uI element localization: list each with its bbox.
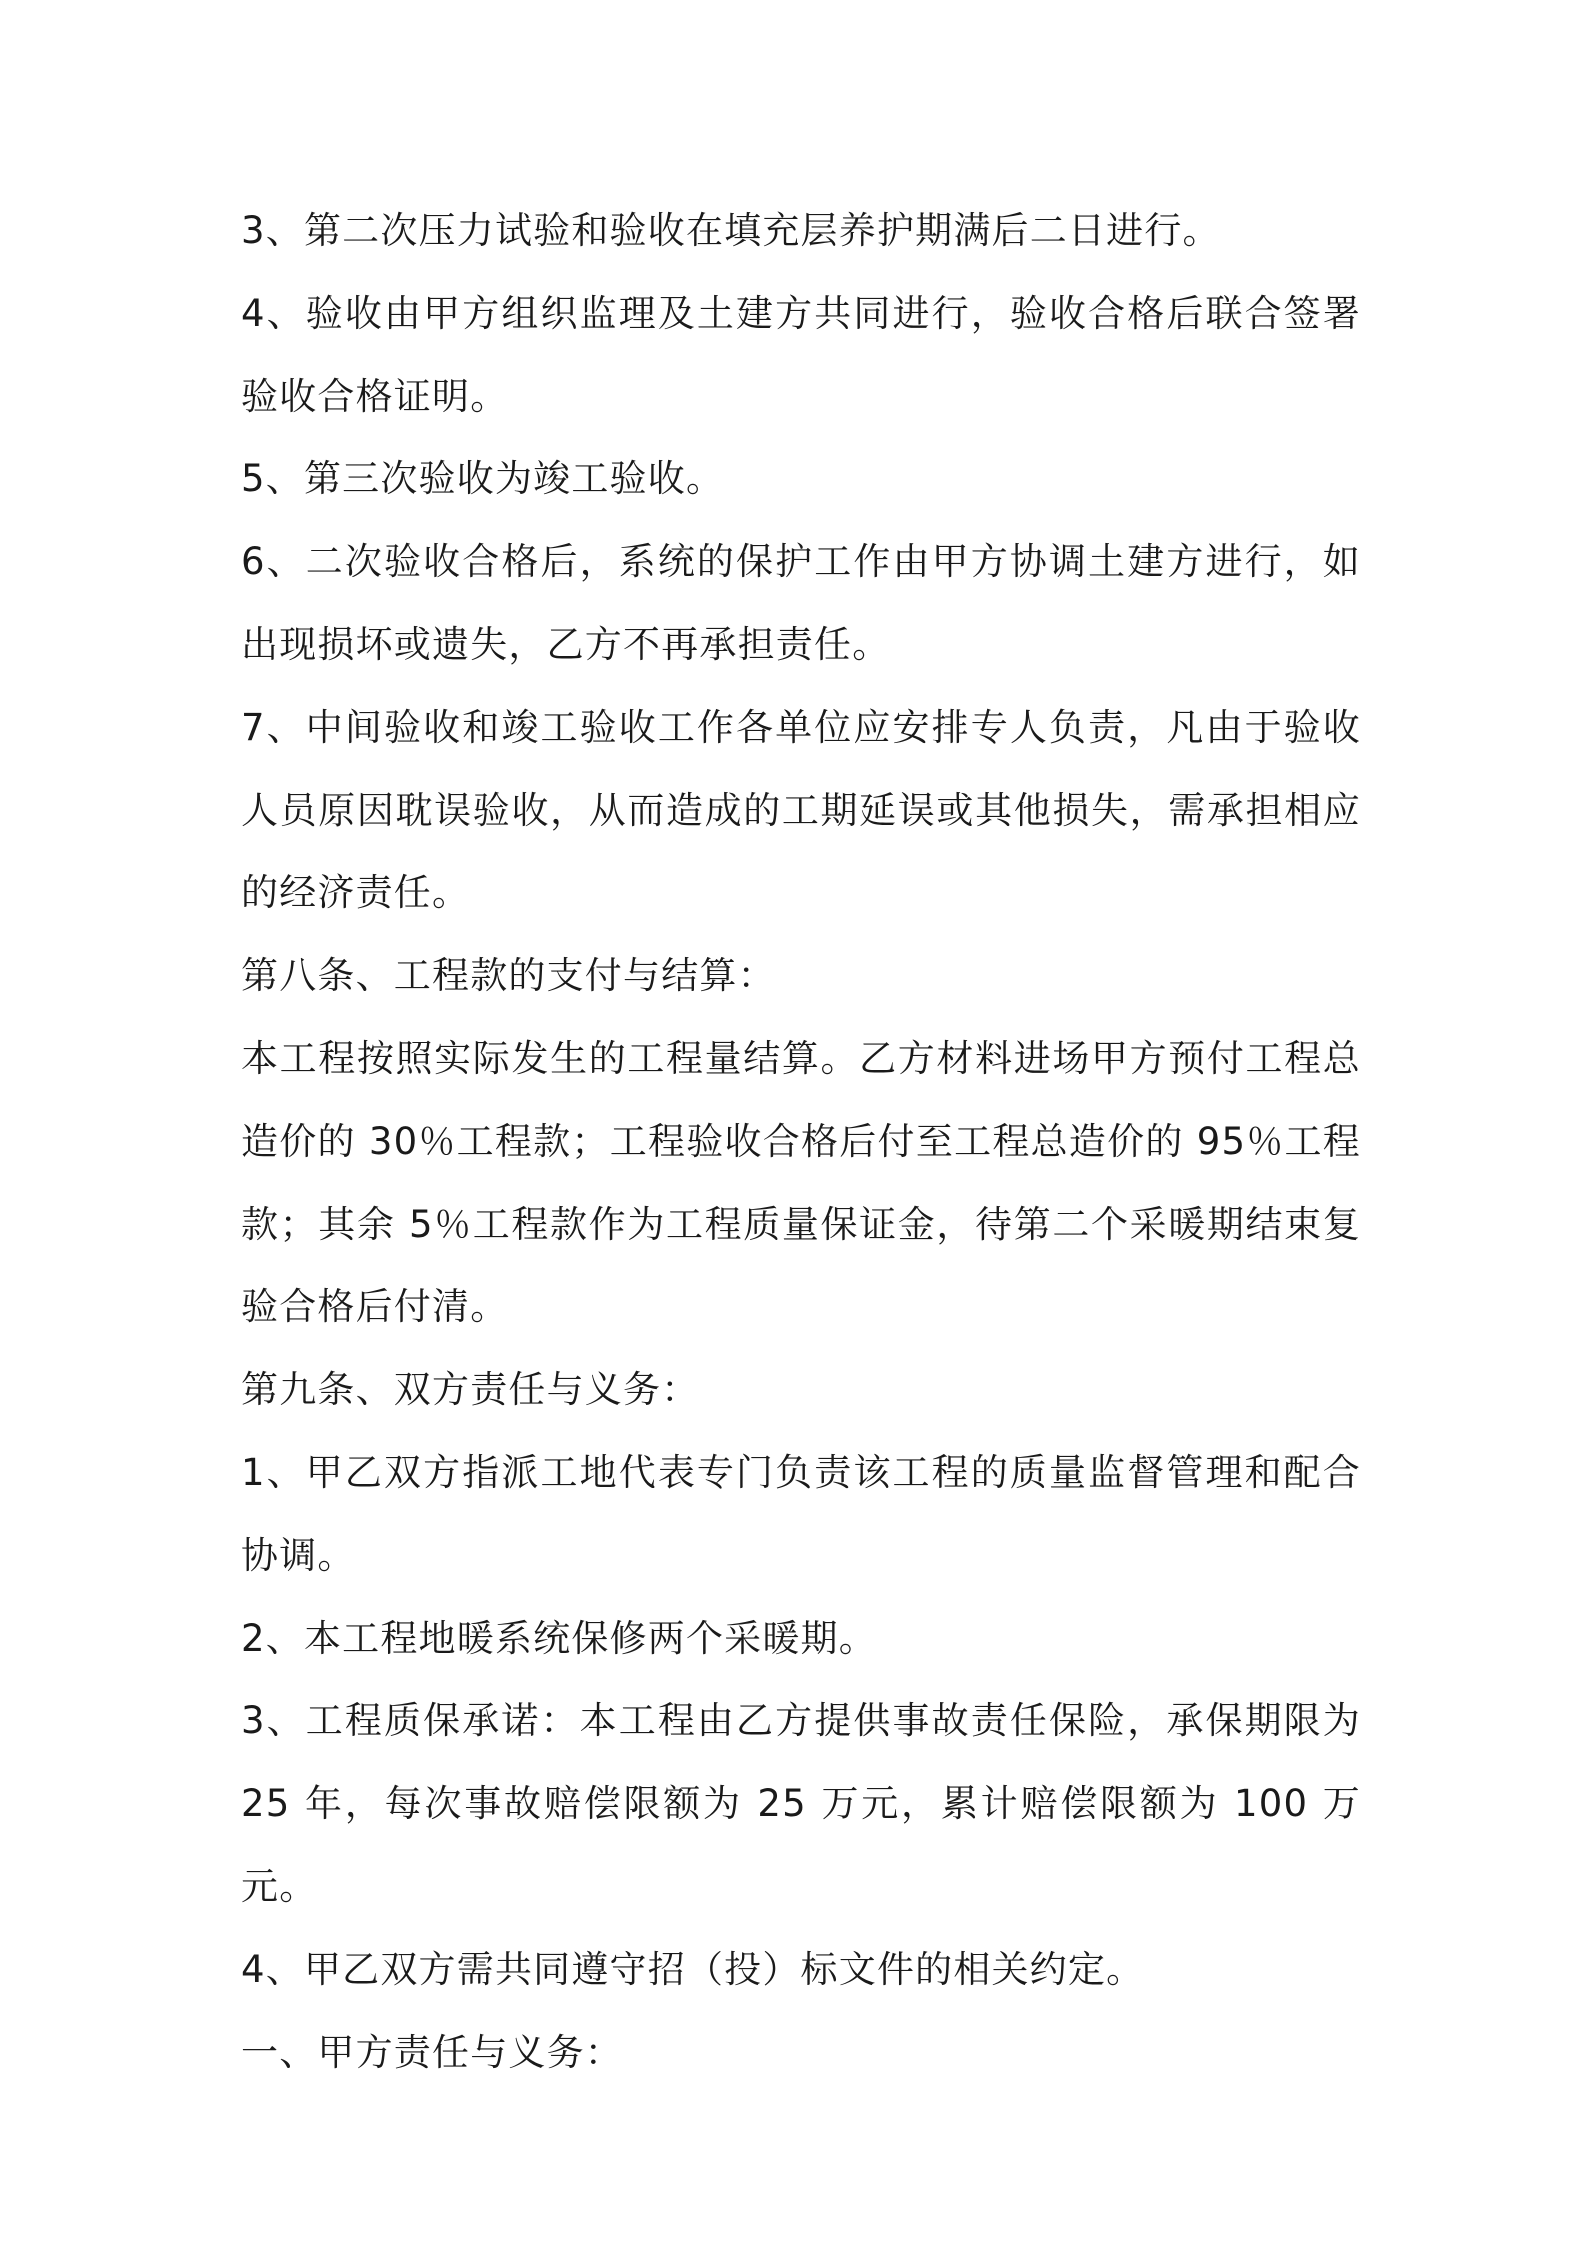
paragraph-item-7-responsibility: 7、中间验收和竣工验收工作各单位应安排专人负责，凡由于验收人员原因耽误验收，从而造成的工期延误或其他损失，需承担相应的经济责任。 [241, 705, 1361, 915]
section-heading-article-9: 第九条、双方责任与义务： [241, 1368, 700, 1412]
section-heading-article-8: 第八条、工程款的支付与结算： [241, 954, 776, 998]
paragraph-item-6-protection: 6、二次验收合格后，系统的保护工作由甲方协调土建方进行，如出现损坏或遗失，乙方不再承担责任。 [241, 540, 1361, 666]
paragraph-item-4-acceptance: 4、验收由甲方组织监理及土建方共同进行，验收合格后联合签署验收合格证明。 [241, 291, 1361, 418]
paragraph-payment-settlement: 本工程按照实际发生的工程量结算。乙方材料进场甲方预付工程总造价的 30％工程款；工程验收合格后付至工程总造价的 95％工程款；其余 5％工程款作为工程质量保证金，待第二个采暖期结束复验合格后付清。 [241, 1036, 1361, 1329]
document-body [241, 190, 1361, 2094]
paragraph-item-4-tender-terms: 4、甲乙双方需共同遵守招（投）标文件的相关约定。 [241, 1947, 1145, 1991]
paragraph-item-5-third-acceptance: 5、第三次验收为竣工验收。 [241, 457, 725, 501]
paragraph-item-3-second-test: 3、第二次压力试验和验收在填充层养护期满后二日进行。 [241, 209, 1221, 252]
paragraph-item-3-insurance: 3、工程质保承诺：本工程由乙方提供事故责任保险，承保期限为 25 年，每次事故赔偿限额为 25 万元，累计赔偿限额为 100 万元。 [241, 1699, 1361, 1908]
paragraph-item-1-site-representative: 1、甲乙双方指派工地代表专门负责该工程的质量监督管理和配合协调。 [241, 1450, 1361, 1577]
paragraph-item-2-warranty: 2、本工程地暖系统保修两个采暖期。 [241, 1616, 877, 1660]
section-heading-party-a-duties: 一、甲方责任与义务： [241, 2030, 623, 2074]
